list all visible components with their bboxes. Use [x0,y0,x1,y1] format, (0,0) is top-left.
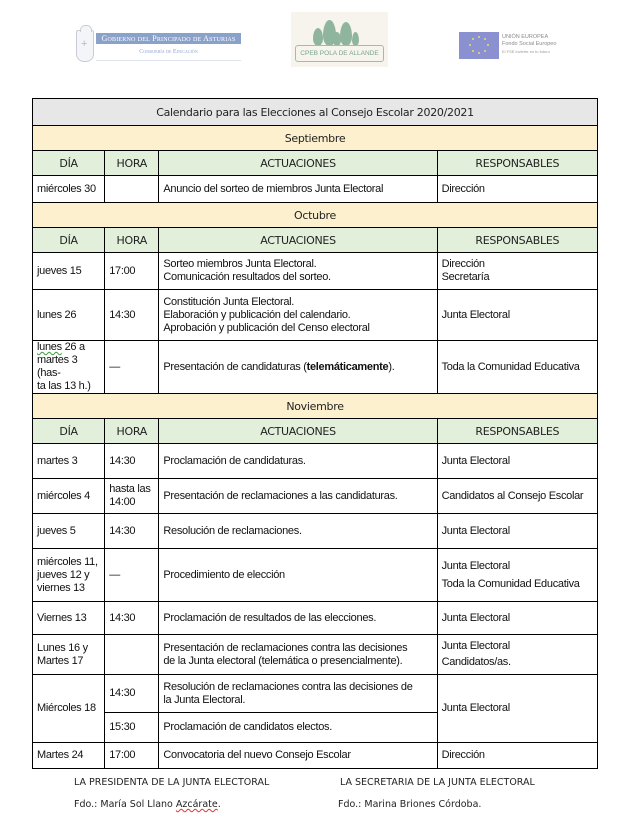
cell-actuaciones: Resolución de reclamaciones contra las decisiones de la Junta Electoral. [159,675,437,713]
cell-dia: lunes 26 a martes 3 (has- ta las 13 h.) [33,341,105,394]
table-row [33,635,598,675]
table-row [33,341,598,394]
cell-actuaciones: Presentación de reclamaciones a las candidaturas. [159,479,437,514]
column-header-responsables: RESPONSABLES [437,228,597,253]
cell-hora: — [105,341,159,394]
school-logo [291,12,388,67]
table-row [33,675,598,713]
cell-actuaciones: Procedimiento de elección [159,549,437,602]
cell-hora [105,635,159,675]
cell-hora: 14:30 [105,514,159,549]
eu-logo-line2: Fondo Social Europeo [502,41,557,47]
cell-dia: Lunes 16 y Martes 17 [33,635,105,675]
column-header-actuaciones: ACTUACIONES [159,228,437,253]
asturias-shield-icon [76,30,94,62]
column-header-hora: HORA [105,151,159,176]
cell-dia: miércoles 4 [33,479,105,514]
month-label: Octubre [33,203,598,228]
cell-responsables: Dirección [437,743,597,769]
column-header-hora: HORA [105,419,159,444]
column-header-dia: DÍA [33,151,105,176]
secretaria-title: LA SECRETARIA DE LA JUNTA ELECTORAL [340,777,535,788]
cell-responsables: Candidatos al Consejo Escolar [437,479,597,514]
cell-dia: miércoles 11, jueves 12 y viernes 13 [33,549,105,602]
month-row-octubre [33,203,598,228]
table-row [33,479,598,514]
column-header-actuaciones: ACTUACIONES [159,151,437,176]
column-header-responsables: RESPONSABLES [437,419,597,444]
cell-actuaciones: Proclamación de candidatos electos. [159,713,437,743]
eu-logo [459,32,599,62]
presidenta-title: LA PRESIDENTA DE LA JUNTA ELECTORAL [74,777,270,788]
cell-hora: hasta las 14:00 [105,479,159,514]
column-header-row [33,228,598,253]
cell-hora: 17:00 [105,743,159,769]
column-header-row [33,151,598,176]
table-title-row [33,99,598,126]
cell-responsables: Junta Electoral [437,602,597,635]
column-header-responsables: RESPONSABLES [437,151,597,176]
table-row [33,743,598,769]
table-row [33,514,598,549]
cell-hora: 14:30 [105,602,159,635]
secretaria-signature: Fdo.: Marina Briones Córdoba. [338,799,482,810]
cell-hora [105,176,159,203]
election-calendar-table [32,98,598,769]
cell-actuaciones: Proclamación de candidaturas. [159,444,437,479]
column-header-dia: DÍA [33,419,105,444]
month-row-noviembre [33,394,598,419]
logo-divider [96,60,241,61]
cell-dia: Viernes 13 [33,602,105,635]
table-row [33,176,598,203]
eu-logo-line1: UNIÓN EUROPEA [502,34,549,40]
cell-hora: 14:30 [105,444,159,479]
school-name: CPEB POLA DE ALLANDE [295,45,384,62]
cell-dia: lunes 26 [33,290,105,341]
cell-responsables: Junta Electoral [437,675,597,743]
cell-actuaciones: Constitución Junta Electoral. Elaboración y publicación del calendario. Aprobación y publicación del Censo electoral [159,290,437,341]
cell-actuaciones: Presentación de reclamaciones contra las decisiones de la Junta electoral (telemática o presencialmente). [159,635,437,675]
month-row-septiembre [33,126,598,151]
cell-actuaciones: Anuncio del sorteo de miembros Junta Electoral [159,176,437,203]
cell-responsables: Dirección [437,176,597,203]
eu-flag-icon [459,32,499,59]
column-header-row [33,419,598,444]
cell-actuaciones: Resolución de reclamaciones. [159,514,437,549]
cell-actuaciones: Presentación de candidaturas (telemáticamente). [159,341,437,394]
column-header-hora: HORA [105,228,159,253]
cell-responsables: Junta Electoral [437,444,597,479]
eu-logo-line3: El FSE invierte en tu futuro [502,49,550,54]
table-title: Calendario para las Elecciones al Consejo Escolar 2020/2021 [33,99,598,126]
cell-actuaciones: Sorteo miembros Junta Electoral. Comunicación resultados del sorteo. [159,253,437,290]
column-header-actuaciones: ACTUACIONES [159,419,437,444]
cell-dia: miércoles 30 [33,176,105,203]
cell-dia: Miércoles 18 [33,675,105,743]
asturias-government-logo [76,30,244,66]
cell-dia: martes 3 [33,444,105,479]
table-row [33,290,598,341]
table-row [33,602,598,635]
cell-dia: jueves 15 [33,253,105,290]
cell-responsables: Junta Electoral Toda la Comunidad Educativa [437,549,597,602]
cell-hora: 15:30 [105,713,159,743]
cell-actuaciones: Convocatoria del nuevo Consejo Escolar [159,743,437,769]
table-row [33,444,598,479]
cell-dia: Martes 24 [33,743,105,769]
cell-responsables: Toda la Comunidad Educativa [437,341,597,394]
asturias-logo-subtitle: Consejería de Educación [139,49,198,55]
cell-responsables: Junta Electoral [437,514,597,549]
table-row [33,253,598,290]
asturias-logo-title: Gobierno del Principado de Asturias [96,33,241,44]
cell-hora: — [105,549,159,602]
cell-hora: 17:00 [105,253,159,290]
month-label: Noviembre [33,394,598,419]
table-row [33,549,598,602]
cell-actuaciones: Proclamación de resultados de las elecciones. [159,602,437,635]
presidenta-signature: Fdo.: María Sol Llano Azcárate. [74,799,221,810]
cell-responsables: Junta Electoral [437,290,597,341]
month-label: Septiembre [33,126,598,151]
cell-dia: jueves 5 [33,514,105,549]
cell-hora: 14:30 [105,675,159,713]
cell-responsables: Junta Electoral Candidatos/as. [437,635,597,675]
column-header-dia: DÍA [33,228,105,253]
cell-hora: 14:30 [105,290,159,341]
cell-responsables: Dirección Secretaría [437,253,597,290]
trees-icon [309,16,369,46]
